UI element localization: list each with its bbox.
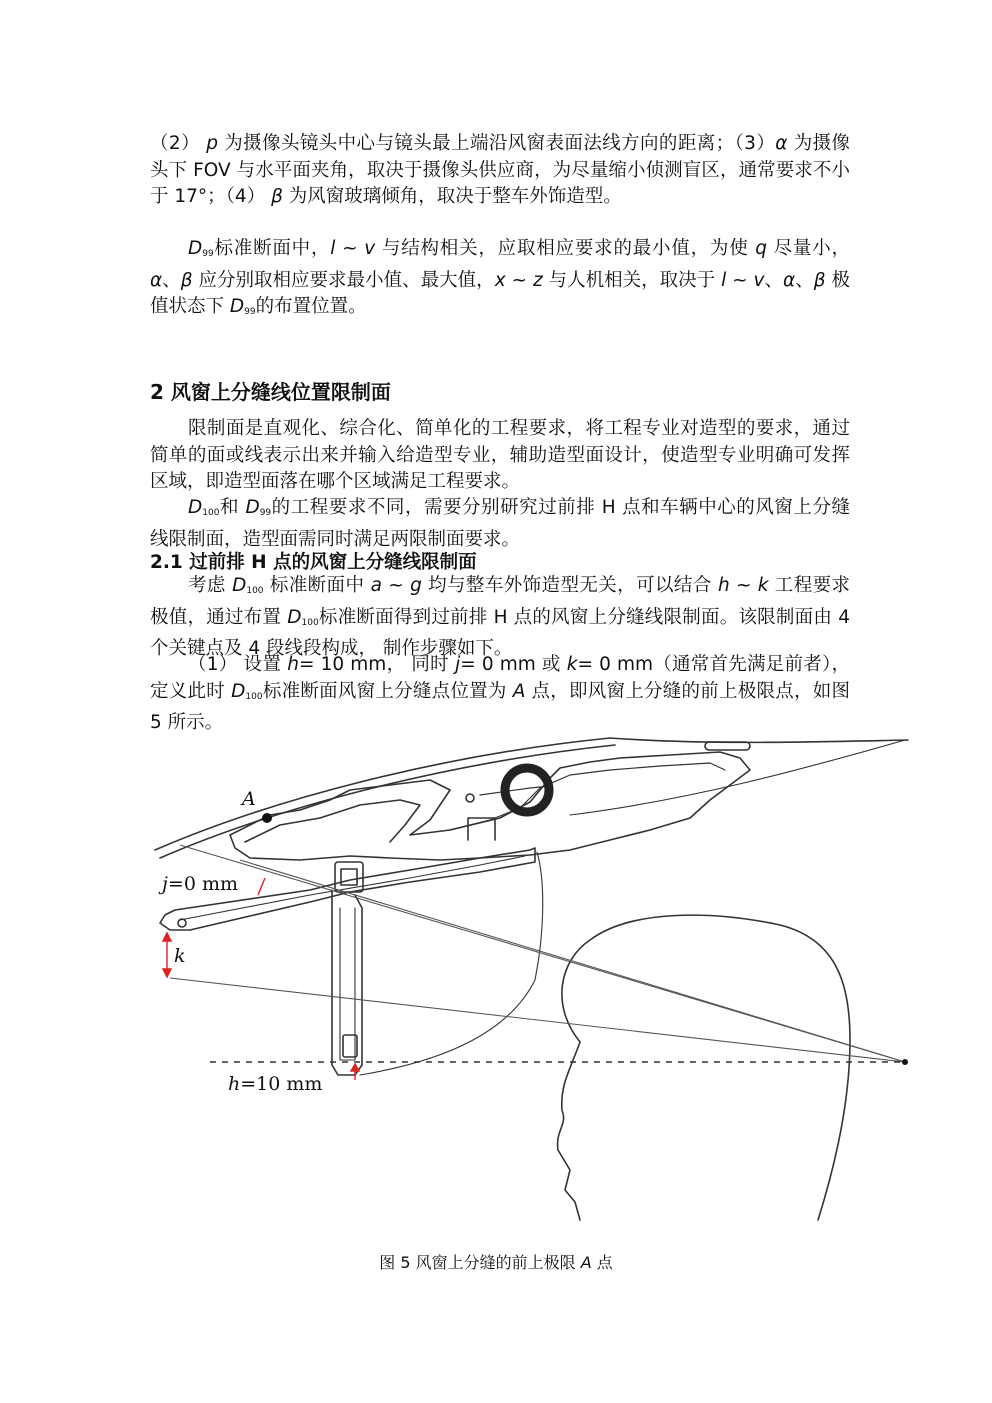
math-var: q xyxy=(755,238,767,259)
text-run: 点，即风窗上分缝的前上极限点，如图 5 所示。 xyxy=(150,680,851,733)
text-run: 考虑 xyxy=(188,575,233,596)
text-run: 工程要求极值，通过布置 xyxy=(150,575,851,628)
text-run: （2） xyxy=(150,133,207,154)
text-run: 与人机相关，取决于 xyxy=(542,269,722,291)
text-run: 为摄像头下 FOV 与水平面夹角，取决于摄像头供应商，为尽量缩小侦测盲区，通常要求不小于 17°；（4） xyxy=(150,133,850,207)
text-run: 标准断面中， xyxy=(213,238,331,259)
math-var: α xyxy=(775,133,788,154)
paragraph-3: 限制面是直观化、综合化、简单化的工程要求，将工程专业对造型的要求，通过简单的面或线表示出来并输入给造型专业，辅助造型面设计，使造型专业明确可发挥区域，即造型面落在哪个区域满足工程要求。 xyxy=(150,418,850,492)
label-h-var: h xyxy=(228,1073,241,1095)
math-var: k xyxy=(566,654,578,675)
math-var: β xyxy=(813,269,826,291)
roof-outer-line xyxy=(570,740,905,815)
math-var: α xyxy=(783,269,796,291)
math-var: D xyxy=(188,238,203,259)
label-j xyxy=(158,873,238,895)
text-run: 为摄像头镜头中心与镜头最上端沿风窗表面法线方向的距离；（3） xyxy=(218,133,776,154)
label-point-a: A xyxy=(242,788,256,810)
visor-pivot xyxy=(178,919,186,927)
figure-5-diagram xyxy=(150,730,910,1230)
caption-var: A xyxy=(580,1253,592,1272)
text-run: 标准断面中 xyxy=(263,575,371,596)
text-run: 极值状态下 xyxy=(150,269,850,317)
math-var: α xyxy=(150,269,163,291)
roof-line-left xyxy=(610,738,908,742)
text-run: 应分别取相应要求最小值、最大值， xyxy=(192,269,495,291)
caption-text: 图 5 风窗上分缝的前上极限 xyxy=(379,1253,581,1272)
math-var: A xyxy=(512,680,526,702)
k-arrowhead-top xyxy=(163,933,171,941)
text-run: 标准断面风窗上分缝点位置为 xyxy=(262,680,513,702)
math-var: a ~ g xyxy=(370,575,422,596)
label-h xyxy=(228,1073,322,1095)
h-arrowhead xyxy=(351,1064,359,1071)
point-a-marker xyxy=(262,813,272,823)
text-run: 尽量小， xyxy=(766,238,850,259)
text-run: 、 xyxy=(795,269,814,291)
bolt-hole xyxy=(466,794,474,802)
figure-5-caption xyxy=(0,1250,992,1273)
math-var: D xyxy=(231,680,246,702)
math-var: j xyxy=(455,654,461,675)
paragraph-6 xyxy=(150,652,850,737)
occupant-head-outline xyxy=(562,915,850,1220)
text-run: = 0 mm（通常首先满足前者），定义此时 xyxy=(150,654,850,702)
subscript: 99 xyxy=(244,307,256,317)
text-run: 、 xyxy=(764,269,784,291)
occupant-face-profile xyxy=(558,1042,580,1220)
math-var: β xyxy=(180,269,193,291)
subscript: 99 xyxy=(202,249,214,259)
text-run: 和 xyxy=(219,497,246,518)
paragraph-5 xyxy=(150,573,850,663)
math-var: D xyxy=(188,497,203,518)
math-var: h xyxy=(287,654,299,675)
subscript: 99 xyxy=(259,508,272,518)
math-var: D xyxy=(245,497,260,518)
roof-clip xyxy=(705,742,750,750)
text-run: 为风窗玻璃倾角，取决于整车外饰造型。 xyxy=(282,186,622,207)
text-run: 标准断面得到过前排 H 点的风窗上分缝线限制面。该限制面由 4 个关键点及 4 段线段构成， 制作步骤如下。 xyxy=(150,606,850,659)
text-run: = 10 mm， 同时 xyxy=(298,654,456,675)
k-arrowhead-bottom xyxy=(163,969,171,977)
label-k: k xyxy=(174,945,186,967)
text-run: 的布置位置。 xyxy=(255,296,367,317)
math-var: l ~ v xyxy=(330,238,376,259)
subscript: 100 xyxy=(245,691,263,702)
text-run: （1） 设置 xyxy=(188,654,288,675)
dimension-j-arrow xyxy=(258,878,265,895)
text-run: = 0 mm 或 xyxy=(460,654,567,675)
math-var: l ~ v xyxy=(721,269,765,291)
camera-lens xyxy=(341,869,357,885)
sight-line-lower xyxy=(170,978,905,1062)
section-heading-2: 2 风窗上分缝线位置限制面 xyxy=(150,380,391,404)
subscript: 100 xyxy=(301,617,319,628)
math-var: D xyxy=(287,606,302,628)
text-run: 与结构相关，应取相应要求的最小值，为使 xyxy=(375,238,756,259)
math-var: h ~ k xyxy=(717,575,769,596)
paragraph-2 xyxy=(150,236,850,326)
math-var: β xyxy=(271,186,283,207)
label-j-val: =0 mm xyxy=(167,873,238,895)
camera-module xyxy=(335,862,363,892)
subscript: 100 xyxy=(202,508,220,518)
text-run: 的工程要求不同，需要分别研究过前排 H 点和车辆中心的风窗上分缝线限制面，造型面需同时满足两限制面要求。 xyxy=(150,497,850,550)
section-heading-2-1: 2.1 过前排 H 点的风窗上分缝线限制面 xyxy=(150,552,477,573)
paragraph-4 xyxy=(150,495,850,553)
math-var: D xyxy=(229,296,245,317)
camera-bracket-top xyxy=(468,818,495,840)
text-run: 均与整车外饰造型无关，可以结合 xyxy=(421,575,718,596)
caption-text: 点 xyxy=(591,1253,613,1272)
eye-point xyxy=(902,1059,908,1065)
math-var: p xyxy=(206,133,218,154)
text-run: 、 xyxy=(162,269,181,291)
paragraph-1 xyxy=(150,131,850,211)
label-h-val: =10 mm xyxy=(240,1073,323,1095)
label-j-var: j xyxy=(162,873,168,895)
math-var: D xyxy=(232,575,247,596)
subscript: 100 xyxy=(246,586,264,596)
math-var: x ~ z xyxy=(494,269,543,291)
